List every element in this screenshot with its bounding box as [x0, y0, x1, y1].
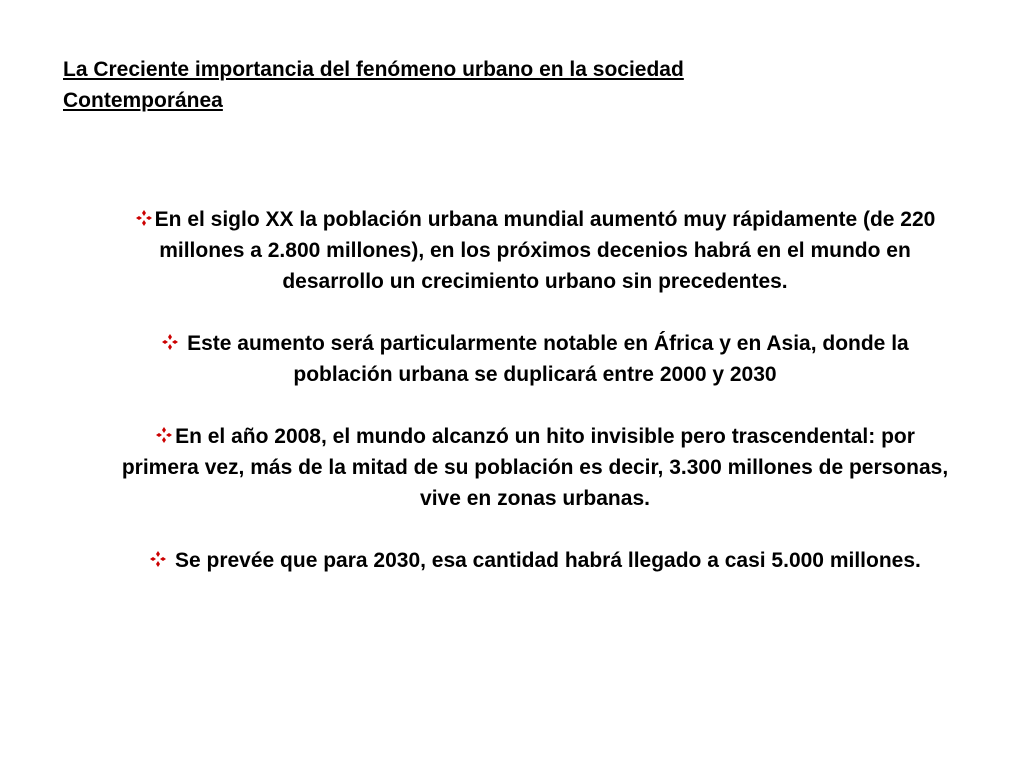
bullet-text-4: Se prevée que para 2030, esa cantidad habrá llegado a casi 5.000 millones.	[169, 549, 921, 572]
slide-title-line-1: La Creciente importancia del fenómeno urbano en la sociedad	[63, 58, 684, 81]
bullet-item-1	[115, 204, 955, 297]
bullet-text-3: En el año 2008, el mundo alcanzó un hito invisible pero trascendental: por primera vez, más de la mitad de su población es decir, 3.300 millones de personas, vive en zonas urbanas.	[121, 425, 949, 510]
diamond-bullet-icon	[135, 209, 153, 227]
bullet-item-2	[115, 328, 955, 390]
bullet-text-2: Este aumento será particularmente notable en África y en Asia, donde la población urbana se duplicará entre 2000 y 2030	[181, 332, 909, 386]
diamond-bullet-icon	[161, 333, 179, 351]
bullet-text-1: En el siglo XX la población urbana mundial aumentó muy rápidamente (de 220 millones a 2.800 millones), en los próximos decenios habrá en el mundo en desarrollo un crecimiento urbano sin precedentes.	[154, 208, 936, 293]
slide-title	[63, 54, 863, 116]
bullet-item-4	[115, 545, 955, 576]
slide-title-line-2: Contemporánea	[63, 89, 223, 112]
diamond-bullet-icon	[155, 426, 173, 444]
bullet-item-3	[115, 421, 955, 514]
diamond-bullet-icon	[149, 550, 167, 568]
slide-body	[115, 204, 955, 607]
